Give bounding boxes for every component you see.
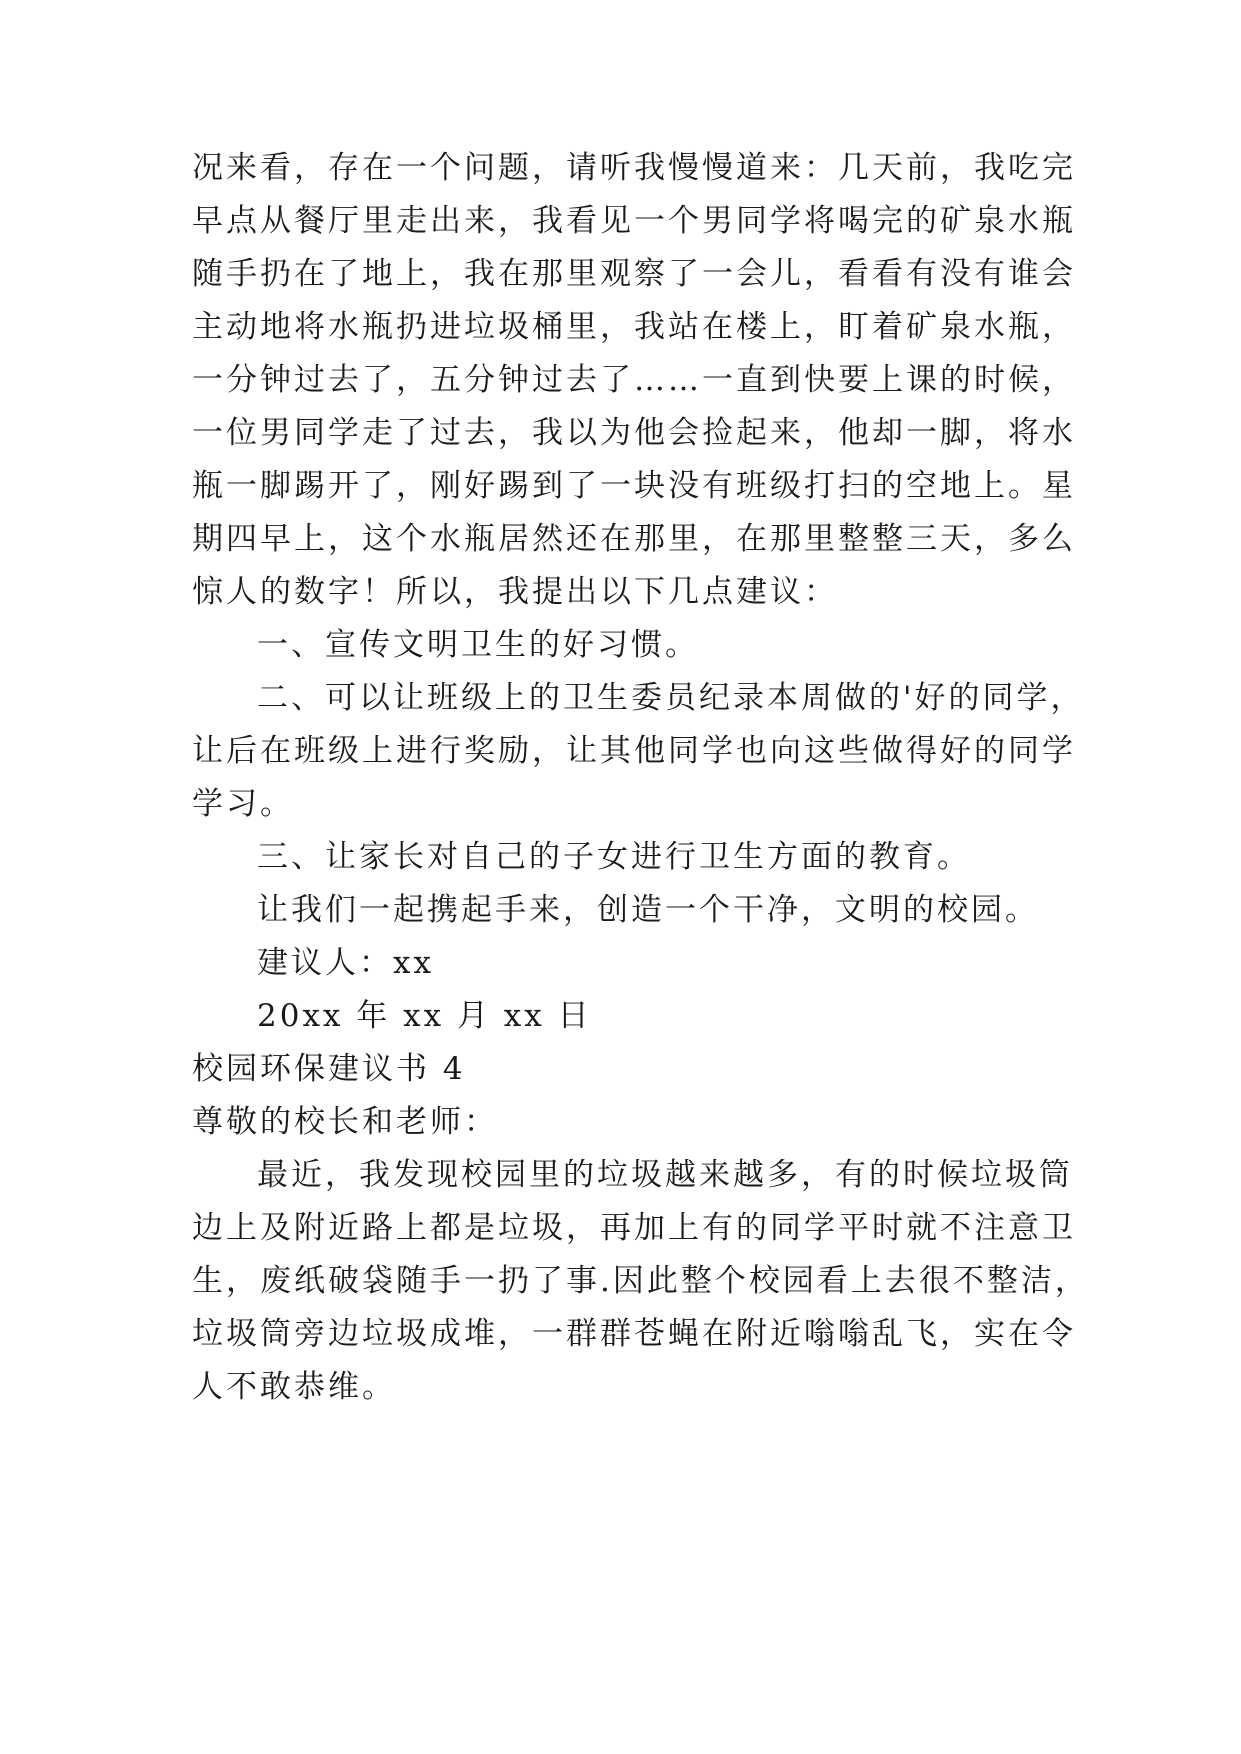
- date-line: 20xx 年 xx 月 xx 日: [257, 998, 592, 1034]
- suggestion-item: 二、可以让班级上的卫生委员纪录本周做的'好的同学，: [257, 680, 1085, 716]
- closing-line: 让我们一起携起手来，创造一个干净，文明的校园。: [257, 892, 1039, 928]
- paragraph-line: 最近，我发现校园里的垃圾越来越多，有的时候垃圾筒: [257, 1157, 1073, 1193]
- section-title: 校园环保建议书 4: [192, 1051, 466, 1087]
- paragraph-line: 早点从餐厅里走出来，我看见一个男同学将喝完的矿泉水瓶: [192, 203, 1076, 239]
- paragraph-line: 瓶一脚踢开了，刚好踢到了一块没有班级打扫的空地上。星: [192, 468, 1076, 504]
- salutation: 尊敬的校长和老师：: [192, 1104, 498, 1140]
- paragraph-line: 期四早上，这个水瓶居然还在那里，在那里整整三天，多么: [192, 521, 1076, 557]
- paragraph-line: 生，废纸破袋随手一扔了事.因此整个校园看上去很不整洁，: [192, 1263, 1089, 1299]
- paragraph-line: 垃圾筒旁边垃圾成堆，一群群苍蝇在附近嗡嗡乱飞，实在令: [192, 1316, 1076, 1352]
- paragraph-line: 主动地将水瓶扔进垃圾桶里，我站在楼上，盯着矿泉水瓶，: [192, 309, 1076, 345]
- paragraph-line: 人不敢恭维。: [192, 1369, 396, 1405]
- paragraph-line: 一分钟过去了，五分钟过去了……一直到快要上课的时候，: [192, 362, 1076, 398]
- paragraph-line: 随手扔在了地上，我在那里观察了一会儿，看看有没有谁会: [192, 256, 1076, 292]
- suggestion-item: 三、让家长对自己的子女进行卫生方面的教育。: [257, 839, 971, 875]
- paragraph-line: 学习。: [192, 786, 294, 822]
- suggestion-item: 一、宣传文明卫生的好习惯。: [257, 627, 699, 663]
- paragraph-line: 惊人的数字！所以，我提出以下几点建议：: [192, 574, 838, 610]
- signature-line: 建议人：xx: [257, 945, 434, 981]
- paragraph-line: 一位男同学走了过去，我以为他会捡起来，他却一脚，将水: [192, 415, 1076, 451]
- paragraph-line: 边上及附近路上都是垃圾，再加上有的同学平时就不注意卫: [192, 1210, 1076, 1246]
- paragraph-line: 让后在班级上进行奖励，让其他同学也向这些做得好的同学: [192, 733, 1076, 769]
- paragraph-line: 况来看，存在一个问题，请听我慢慢道来：几天前，我吃完: [192, 150, 1076, 186]
